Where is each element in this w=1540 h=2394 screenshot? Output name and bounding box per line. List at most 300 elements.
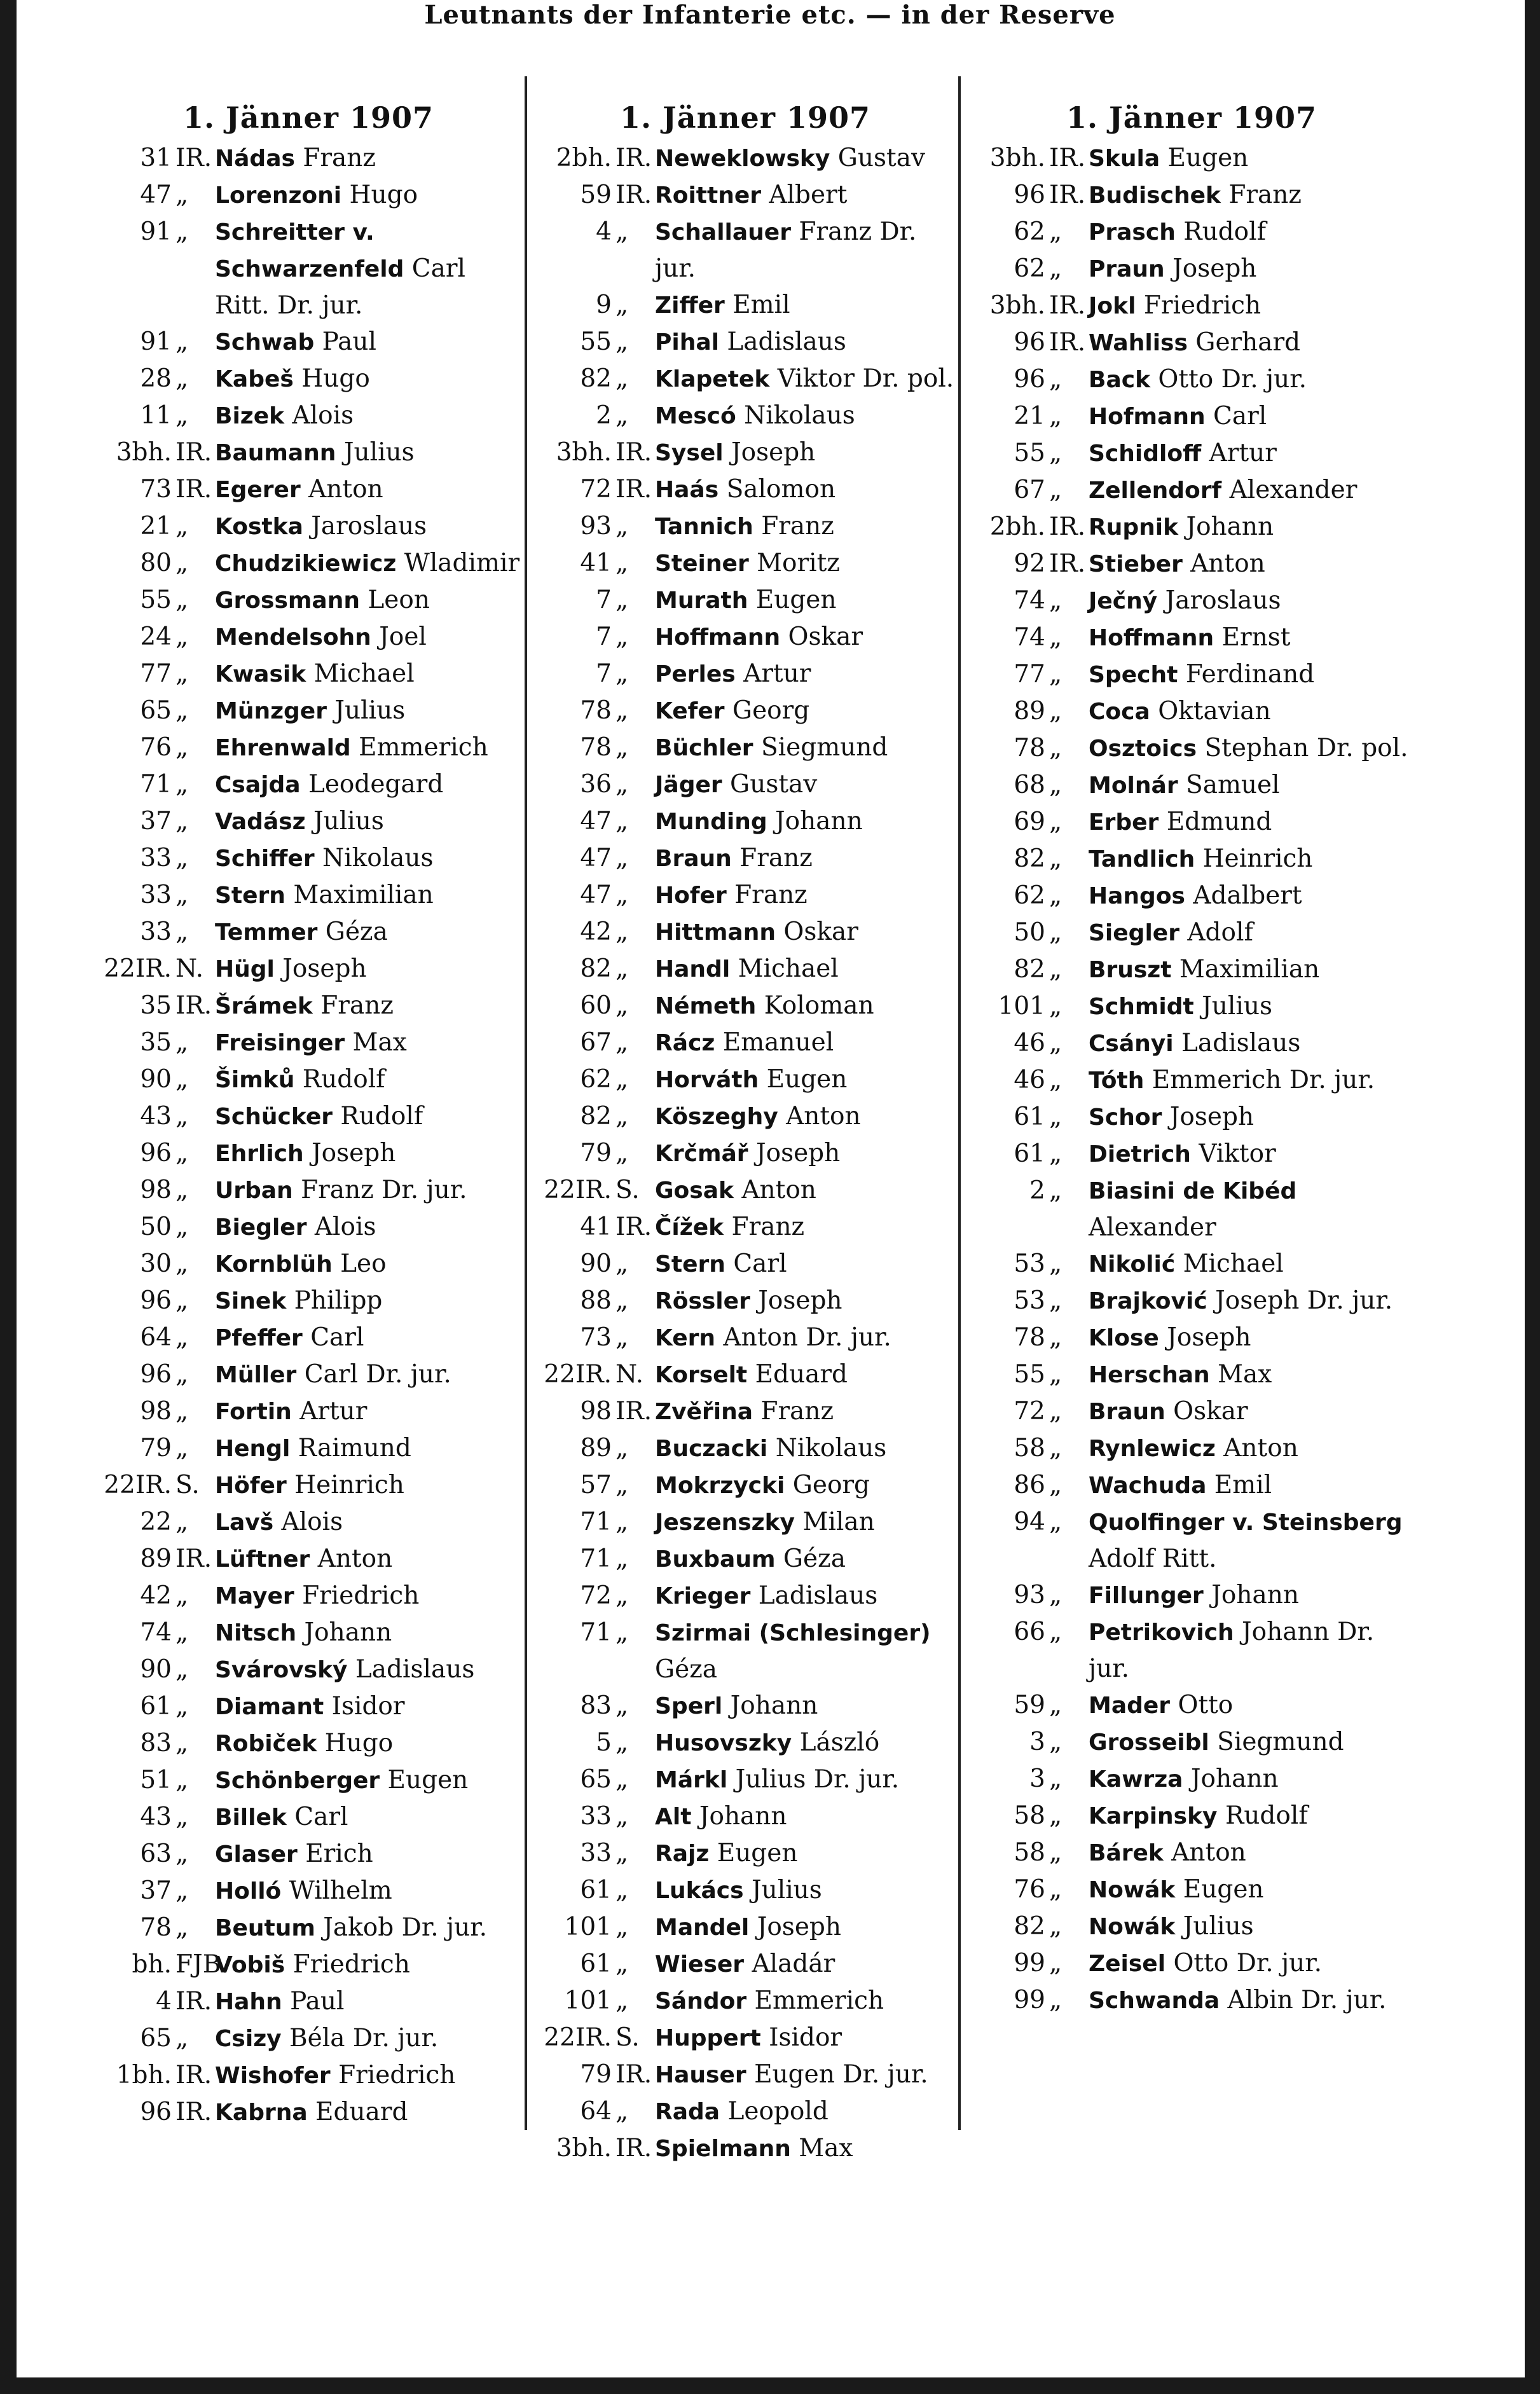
regiment-number: 83: [140, 1729, 172, 1758]
regiment-type: „: [175, 1840, 189, 1868]
officer-name: [655, 582, 955, 619]
surname: Hofer: [655, 883, 727, 909]
officer-name: [215, 692, 521, 729]
surname: Molnár: [1089, 773, 1178, 799]
list-item: [535, 1541, 955, 1578]
surname: Krieger: [655, 1583, 751, 1609]
regiment-number: 47: [580, 881, 612, 909]
surname: Klapetek: [655, 366, 770, 392]
given-names: Albin Dr. jur.: [1227, 1986, 1387, 2014]
regiment-type: „: [175, 1803, 189, 1831]
officer-name: [1089, 914, 1414, 951]
surname: Herschan: [1089, 1362, 1210, 1388]
surname: Kornblüh: [215, 1251, 333, 1277]
given-names: Béla Dr. jur.: [289, 2024, 439, 2053]
regiment-type: „: [175, 512, 189, 540]
regiment-type: IR.: [1049, 328, 1086, 357]
regiment-number: 99: [1014, 1949, 1045, 1978]
given-names: Anton: [786, 1102, 861, 1131]
regiment-number: 91: [140, 217, 172, 246]
officer-name: [215, 1983, 521, 2020]
list-item: [95, 951, 521, 987]
surname: Schönberger: [215, 1768, 380, 1794]
regiment-type: „: [615, 1434, 629, 1462]
officer-name: [215, 397, 521, 434]
regiment-number: 35: [140, 991, 172, 1020]
list-item: [535, 1356, 955, 1393]
surname: Bizek: [215, 403, 285, 429]
regiment-type: „: [615, 1802, 629, 1831]
list-item: [95, 1578, 521, 1614]
given-names: Wilhelm: [289, 1876, 392, 1905]
regiment-number: 71: [580, 1508, 612, 1536]
officer-name: [655, 803, 955, 840]
regiment-number: 96: [1014, 328, 1045, 357]
given-names: Gerhard: [1195, 328, 1301, 357]
list-item: [969, 1283, 1414, 1319]
regiment-type: „: [615, 733, 629, 762]
list-item: [535, 840, 955, 877]
given-names: Oskar: [788, 623, 863, 651]
surname: Münzger: [215, 698, 327, 724]
surname: Alt: [655, 1804, 692, 1830]
list-item: [535, 766, 955, 803]
given-names: Albert: [769, 181, 848, 209]
officer-name: [1089, 214, 1414, 251]
officer-name: [655, 1614, 955, 1688]
regiment-type: „: [615, 1028, 629, 1057]
list-item: [535, 1614, 955, 1688]
regiment-type: „: [175, 1581, 189, 1610]
regiment-type: „: [175, 1249, 189, 1278]
regiment-number: 33: [140, 881, 172, 909]
regiment-number: 89: [580, 1434, 612, 1462]
regiment-number: 30: [140, 1249, 172, 1278]
column-heading: 1. Jänner 1907: [182, 100, 434, 135]
list-item: [95, 692, 521, 729]
regiment-number: 58: [1014, 1434, 1045, 1462]
surname: Schor: [1089, 1104, 1162, 1131]
regiment-number: 43: [140, 1102, 172, 1131]
regiment-type: IR.: [1049, 291, 1086, 320]
regiment-type: „: [175, 1028, 189, 1057]
given-names: Anton: [1190, 549, 1265, 578]
regiment-number: 9: [596, 291, 612, 319]
given-names: Joseph: [755, 1139, 841, 1167]
given-names: Joseph: [282, 954, 367, 983]
surname: Brajković: [1089, 1288, 1207, 1314]
regiment-type: „: [175, 807, 189, 836]
officer-name: [215, 1467, 521, 1504]
regiment-number: 96: [1014, 365, 1045, 394]
given-names: Paul: [290, 1987, 345, 2016]
given-names: Eugen Dr. jur.: [754, 2060, 928, 2089]
officer-name: [215, 951, 521, 987]
given-names: Eugen: [1167, 144, 1249, 172]
officer-name: [1089, 472, 1414, 509]
list-item: [969, 1099, 1414, 1136]
given-names: Joseph: [757, 1913, 841, 1941]
given-names: Alexander: [1229, 476, 1358, 504]
regiment-number: 82: [1014, 1912, 1045, 1941]
regiment-type: „: [175, 1692, 189, 1721]
officer-name: [655, 1688, 955, 1724]
regiment-type: „: [615, 918, 629, 946]
regiment-number: 31: [140, 144, 172, 172]
officer-name: [1089, 1246, 1414, 1283]
surname: Egerer: [215, 477, 301, 503]
running-head: Leutnants der Infanterie etc. — in der Reserve: [424, 0, 1116, 30]
regiment-type: „: [1049, 881, 1062, 910]
list-item: [535, 619, 955, 656]
officer-name: [1089, 140, 1414, 177]
officer-name: [655, 877, 955, 914]
regiment-number: 98: [140, 1397, 172, 1426]
given-names: Michael: [1183, 1249, 1284, 1278]
regiment-number: 50: [140, 1213, 172, 1241]
officer-name: [215, 1946, 521, 1983]
officer-name: [655, 1983, 955, 2019]
regiment-type: „: [175, 1618, 189, 1647]
regiment-type: „: [175, 1766, 189, 1794]
given-names: Jaroslaus: [311, 512, 427, 540]
given-names: Max: [799, 2134, 853, 2163]
regiment-number: 72: [580, 475, 612, 504]
list-item: [535, 2093, 955, 2130]
regiment-type: „: [1049, 1875, 1062, 1904]
officer-name: [655, 987, 955, 1024]
regiment-type: IR.: [175, 991, 212, 1020]
surname: Kern: [655, 1325, 716, 1351]
list-item: [95, 1614, 521, 1651]
regiment-number: 2bh.: [556, 144, 612, 172]
given-names: Johann: [1190, 1765, 1279, 1793]
officer-name: [655, 1430, 955, 1467]
given-names: Leodegard: [308, 770, 444, 799]
officer-name: [1089, 1834, 1414, 1871]
regiment-number: 24: [140, 623, 172, 651]
regiment-number: 76: [1014, 1875, 1045, 1904]
given-names: Gustav: [730, 770, 818, 799]
list-item: [95, 2020, 521, 2057]
given-names: Joseph: [1167, 1323, 1251, 1352]
officer-name: [655, 1467, 955, 1504]
regiment-type: IR.: [615, 1397, 652, 1426]
officer-name: [215, 1651, 521, 1688]
surname: Jäger: [655, 772, 722, 798]
list-item: [535, 1909, 955, 1946]
surname: Šrámek: [215, 993, 313, 1019]
surname: Glaser: [215, 1841, 298, 1868]
surname: Pfeffer: [215, 1325, 303, 1351]
officer-name: [655, 1283, 955, 1319]
surname: Rupnik: [1089, 514, 1179, 540]
regiment-type: „: [175, 586, 189, 614]
surname: Buczacki: [655, 1436, 768, 1462]
regiment-type: „: [615, 1581, 629, 1610]
given-names: Nikolaus: [744, 401, 855, 430]
regiment-number: 74: [1014, 623, 1045, 652]
given-names: Oktavian: [1158, 697, 1271, 726]
list-item: [969, 1614, 1414, 1687]
surname: Steiner: [655, 551, 749, 577]
regiment-type: „: [1049, 623, 1062, 652]
officer-name: [215, 1172, 521, 1209]
surname: Nádas: [215, 146, 295, 172]
given-names: Emil: [1214, 1471, 1272, 1499]
given-names: Franz: [320, 991, 394, 1020]
regiment-number: 36: [580, 770, 612, 799]
surname: Lukács: [655, 1878, 744, 1904]
list-item: [535, 656, 955, 692]
surname: Rynlewicz: [1089, 1436, 1216, 1462]
given-names: Koloman: [764, 991, 874, 1020]
list-item: [969, 1724, 1414, 1761]
given-names: Georg: [792, 1471, 870, 1499]
list-item: [969, 324, 1414, 361]
regiment-number: 7: [596, 623, 612, 651]
regiment-type: FJB.: [175, 1950, 229, 1979]
regiment-type: IR.: [1049, 181, 1086, 209]
surname: Csizy: [215, 2026, 282, 2052]
surname: Tóth: [1089, 1068, 1145, 1094]
list-item: [95, 1319, 521, 1356]
officer-name: [1089, 1025, 1414, 1062]
list-item: [95, 877, 521, 914]
given-names: Paul: [322, 327, 376, 356]
officer-name: [215, 2057, 521, 2094]
regiment-type: „: [615, 512, 629, 540]
given-names: Nikolaus: [322, 844, 434, 872]
regiment-type: „: [1049, 1249, 1062, 1278]
regiment-number: 51: [140, 1766, 172, 1794]
officer-name: [655, 1319, 955, 1356]
surname: Hofmann: [1089, 404, 1206, 430]
given-names: Ladislaus: [355, 1655, 475, 1684]
surname: Robiček: [215, 1731, 317, 1757]
surname: Mayer: [215, 1583, 294, 1609]
regiment-type: „: [615, 623, 629, 651]
given-names: Joseph Dr. jur.: [1215, 1286, 1393, 1315]
officer-name: [215, 471, 521, 508]
list-item: [535, 1946, 955, 1983]
list-item: [95, 1873, 521, 1909]
given-names: Isidor: [331, 1692, 405, 1721]
surname: Lavš: [215, 1510, 274, 1536]
list-item: [969, 140, 1414, 177]
list-item: [969, 435, 1414, 472]
surname: Braun: [1089, 1399, 1165, 1425]
surname: Braun: [655, 846, 732, 872]
list-item: [95, 619, 521, 656]
regiment-number: 82: [580, 954, 612, 983]
surname: Stern: [215, 883, 285, 909]
officer-name: [1089, 435, 1414, 472]
officer-name: [655, 1872, 955, 1909]
surname: Schwanda: [1089, 1988, 1220, 2014]
regiment-type: IR.: [615, 1213, 652, 1241]
regiment-number: 4: [596, 217, 612, 246]
regiment-type: „: [615, 1986, 629, 2015]
surname: Buxbaum: [655, 1546, 776, 1572]
given-names: Aladár: [752, 1950, 835, 1978]
given-names: Artur: [299, 1397, 368, 1426]
regiment-type: „: [1049, 402, 1062, 430]
officer-name: [215, 324, 521, 361]
regiment-number: 61: [580, 1950, 612, 1978]
officer-name: [1089, 767, 1414, 804]
regiment-number: 78: [1014, 1323, 1045, 1352]
surname: Wahliss: [1089, 330, 1188, 356]
officer-name: [215, 1246, 521, 1283]
regiment-number: 90: [580, 1249, 612, 1278]
officer-name: [1089, 1283, 1414, 1319]
surname: Zellendorf: [1089, 478, 1222, 504]
surname: Vobiš: [215, 1952, 285, 1978]
given-names: Ladislaus: [1181, 1029, 1301, 1057]
surname: Baumann: [215, 440, 336, 466]
regiment-type: „: [175, 1176, 189, 1204]
officer-name: [215, 1209, 521, 1246]
regiment-number: 7: [596, 659, 612, 688]
officer-name: [655, 324, 955, 361]
regiment-number: 1bh.: [116, 2061, 172, 2089]
regiment-type: IR.: [175, 144, 212, 172]
surname: Höfer: [215, 1473, 287, 1499]
given-names: Jaroslaus: [1165, 586, 1281, 615]
officer-name: [1089, 1871, 1414, 1908]
surname: Tannich: [655, 514, 753, 540]
officer-name: [215, 1836, 521, 1873]
regiment-number: 59: [580, 181, 612, 209]
given-names: Jakob Dr. jur.: [323, 1913, 487, 1942]
given-names: Eugen: [717, 1839, 798, 1868]
regiment-type: „: [615, 1544, 629, 1573]
officer-name: [215, 766, 521, 803]
regiment-number: 22IR.: [544, 2023, 612, 2052]
regiment-type: „: [175, 1913, 189, 1942]
list-item: [969, 1761, 1414, 1798]
regiment-type: „: [1049, 1765, 1062, 1793]
surname: Rössler: [655, 1288, 750, 1314]
list-item: [535, 214, 955, 287]
surname: Hahn: [215, 1989, 282, 2015]
officer-name: [215, 582, 521, 619]
given-names: Otto Dr. jur.: [1173, 1949, 1323, 1978]
regiment-type: IR.: [175, 1987, 212, 2016]
list-item: [969, 1467, 1414, 1504]
regiment-type: „: [1049, 1986, 1062, 2014]
officer-name: [1089, 841, 1414, 877]
regiment-number: 22IR.: [544, 1176, 612, 1204]
list-item: [95, 1135, 521, 1172]
officer-name: [655, 1835, 955, 1872]
regiment-type: IR.: [175, 1544, 212, 1573]
regiment-number: 11: [140, 401, 172, 430]
given-names: Michael: [738, 954, 839, 983]
surname: Csajda: [215, 772, 301, 798]
list-item: [95, 397, 521, 434]
surname: Sinek: [215, 1288, 287, 1314]
given-names: Maximilian: [1179, 955, 1320, 984]
surname: Hengl: [215, 1436, 291, 1462]
surname: Müller: [215, 1362, 297, 1388]
list-item: [535, 2019, 955, 2056]
given-names: Carl: [733, 1249, 787, 1278]
given-names: Rudolf: [1183, 217, 1267, 246]
regiment-number: 74: [1014, 586, 1045, 615]
surname: Rada: [655, 2099, 720, 2125]
regiment-type: „: [615, 2097, 629, 2126]
regiment-type: „: [615, 1913, 629, 1941]
regiment-number: 82: [580, 364, 612, 393]
list-item: [535, 1209, 955, 1246]
list-item: [969, 1136, 1414, 1173]
officer-name: [655, 656, 955, 692]
list-item: [95, 1504, 521, 1541]
regiment-number: 90: [140, 1065, 172, 1094]
list-item: [535, 1319, 955, 1356]
regiment-type: „: [175, 217, 189, 246]
list-item: [95, 914, 521, 951]
surname: Tandlich: [1089, 846, 1195, 872]
regiment-type: „: [1049, 1728, 1062, 1756]
officer-name: [1089, 988, 1414, 1025]
list-item: [535, 1835, 955, 1872]
regiment-number: 47: [580, 807, 612, 836]
regiment-number: 3bh.: [556, 438, 612, 467]
regiment-type: IR.: [175, 475, 212, 504]
list-item: [969, 1834, 1414, 1871]
given-names: Maximilian: [293, 881, 434, 909]
list-item: [969, 1356, 1414, 1393]
surname: Krčmář: [655, 1141, 748, 1167]
officer-name: [1089, 509, 1414, 546]
officer-name: [655, 1024, 955, 1061]
surname: Zvěřina: [655, 1399, 753, 1425]
surname: Schiffer: [215, 846, 315, 872]
regiment-number: 96: [140, 1360, 172, 1389]
list-item: [535, 877, 955, 914]
list-item: [969, 214, 1414, 251]
given-names: Franz: [734, 881, 808, 909]
given-names: Anton: [1223, 1434, 1298, 1462]
list-item: [535, 545, 955, 582]
officer-name: [655, 1061, 955, 1098]
surname: Skula: [1089, 146, 1160, 172]
officer-name: [1089, 1062, 1414, 1099]
regiment-type: „: [1049, 844, 1062, 873]
regiment-number: 64: [140, 1323, 172, 1352]
regiment-number: 22IR.: [104, 1471, 172, 1499]
list-item: [535, 914, 955, 951]
regiment-number: 55: [1014, 1360, 1045, 1389]
officer-name: [215, 1393, 521, 1430]
officer-name: [1089, 1467, 1414, 1504]
surname: Wieser: [655, 1951, 745, 1978]
list-item: [969, 914, 1414, 951]
regiment-number: 33: [140, 918, 172, 946]
regiment-number: bh.: [132, 1950, 172, 1979]
officer-name: [1089, 730, 1414, 767]
officer-name: [215, 1024, 521, 1061]
regiment-type: „: [175, 770, 189, 799]
regiment-number: 3bh.: [989, 291, 1045, 320]
surname: Ječný: [1089, 588, 1158, 614]
regiment-type: „: [615, 1323, 629, 1352]
entry-list: [535, 140, 955, 2167]
given-names: Alexander: [1089, 1213, 1216, 1242]
